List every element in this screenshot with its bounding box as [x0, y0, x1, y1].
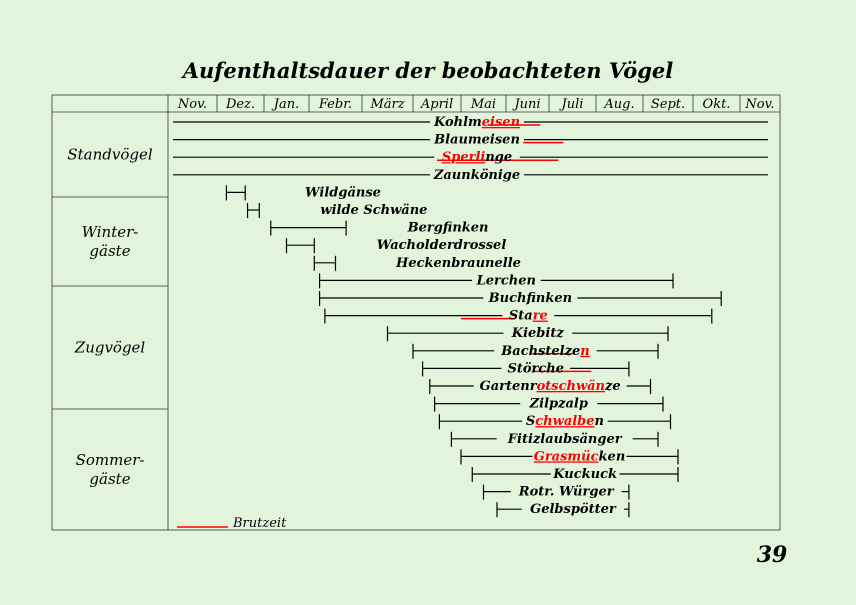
- bird-name: Gelbspötter: [530, 502, 616, 518]
- page-title: Aufenthaltsdauer der beobachteten Vögel: [182, 58, 674, 83]
- bird-name: Stare: [508, 308, 548, 324]
- page-number: 39: [756, 542, 788, 568]
- bird-row: [439, 414, 670, 429]
- bird-rows: [173, 115, 768, 517]
- bird-row: [271, 221, 489, 236]
- group-label: Zugvögel: [74, 338, 146, 357]
- month-header: [177, 95, 775, 112]
- bird-row: [388, 326, 669, 341]
- month-label: Aug.: [604, 97, 635, 112]
- bird-row: [173, 150, 768, 165]
- group-label: Winter-: [81, 223, 139, 241]
- bird-name: Kuckuck: [553, 467, 618, 482]
- bird-row: [173, 115, 768, 130]
- bird-row: [173, 168, 768, 183]
- bird-name: Zaunkönige: [433, 167, 521, 183]
- bird-row: [287, 238, 507, 253]
- bird-row: [461, 449, 678, 464]
- month-label: Juni: [514, 97, 541, 112]
- bird-name: Störche: [507, 361, 565, 377]
- bird-name: wilde Schwäne: [320, 203, 428, 218]
- bird-name: Rotr. Würger: [518, 484, 614, 500]
- bird-row: [248, 203, 428, 218]
- bird-row: [320, 273, 673, 288]
- bird-name: Blaumeisen: [434, 132, 520, 148]
- group-label: Standvögel: [67, 145, 153, 164]
- bird-name: Sperlinge: [441, 150, 513, 166]
- month-label: Dez.: [225, 97, 256, 112]
- bird-row: [430, 379, 651, 394]
- month-label: Okt.: [702, 97, 731, 112]
- bird-row: [413, 344, 658, 359]
- group-label: gäste: [89, 470, 131, 488]
- bird-name: Grasmücken: [533, 449, 626, 465]
- bird-row: [497, 502, 629, 517]
- bird-name: Gartenrotschwänze: [479, 379, 621, 394]
- bird-row: [451, 432, 658, 447]
- bird-row: [435, 397, 663, 412]
- group-label: gäste: [89, 242, 131, 260]
- bird-name: Zilpzalp: [529, 396, 588, 412]
- legend: [177, 516, 287, 531]
- month-label: Jan.: [273, 97, 300, 112]
- month-label: Mai: [470, 97, 497, 112]
- month-label: Febr.: [318, 97, 353, 112]
- bird-row: [226, 185, 381, 200]
- group-label: Sommer-: [75, 451, 145, 469]
- bird-name: Wacholderdrossel: [376, 238, 507, 254]
- bird-row: [314, 256, 521, 271]
- bird-name: Lerchen: [476, 273, 536, 289]
- month-label: April: [420, 97, 454, 112]
- bird-row: [320, 291, 722, 306]
- month-label: Sept.: [650, 97, 686, 112]
- month-label: Juli: [561, 97, 584, 112]
- bird-name: Fitizlaubsänger: [507, 431, 622, 447]
- bird-name: Kiebitz: [511, 326, 564, 342]
- bird-name: Heckenbraunelle: [396, 255, 521, 271]
- month-label: Nov.: [177, 97, 208, 112]
- bird-name: Schwalben: [525, 414, 605, 430]
- bird-name: Buchfinken: [488, 291, 573, 306]
- month-label: Nov.: [745, 97, 775, 112]
- bird-row: [472, 467, 678, 482]
- bird-row: [423, 361, 629, 376]
- bird-name: Kohlmeisen: [433, 115, 521, 130]
- bird-name: Bergfinken: [407, 220, 489, 236]
- month-label: März: [370, 97, 405, 112]
- bird-name: Wildgänse: [305, 185, 381, 201]
- bird-row: [173, 133, 768, 148]
- chart-frame: [52, 95, 780, 530]
- bird-row: [325, 309, 712, 324]
- bird-name: Bachstelzen: [501, 343, 590, 359]
- chart-border: [52, 95, 780, 530]
- bird-row: [484, 485, 629, 500]
- legend-breeding-label: Brutzeit: [233, 516, 287, 531]
